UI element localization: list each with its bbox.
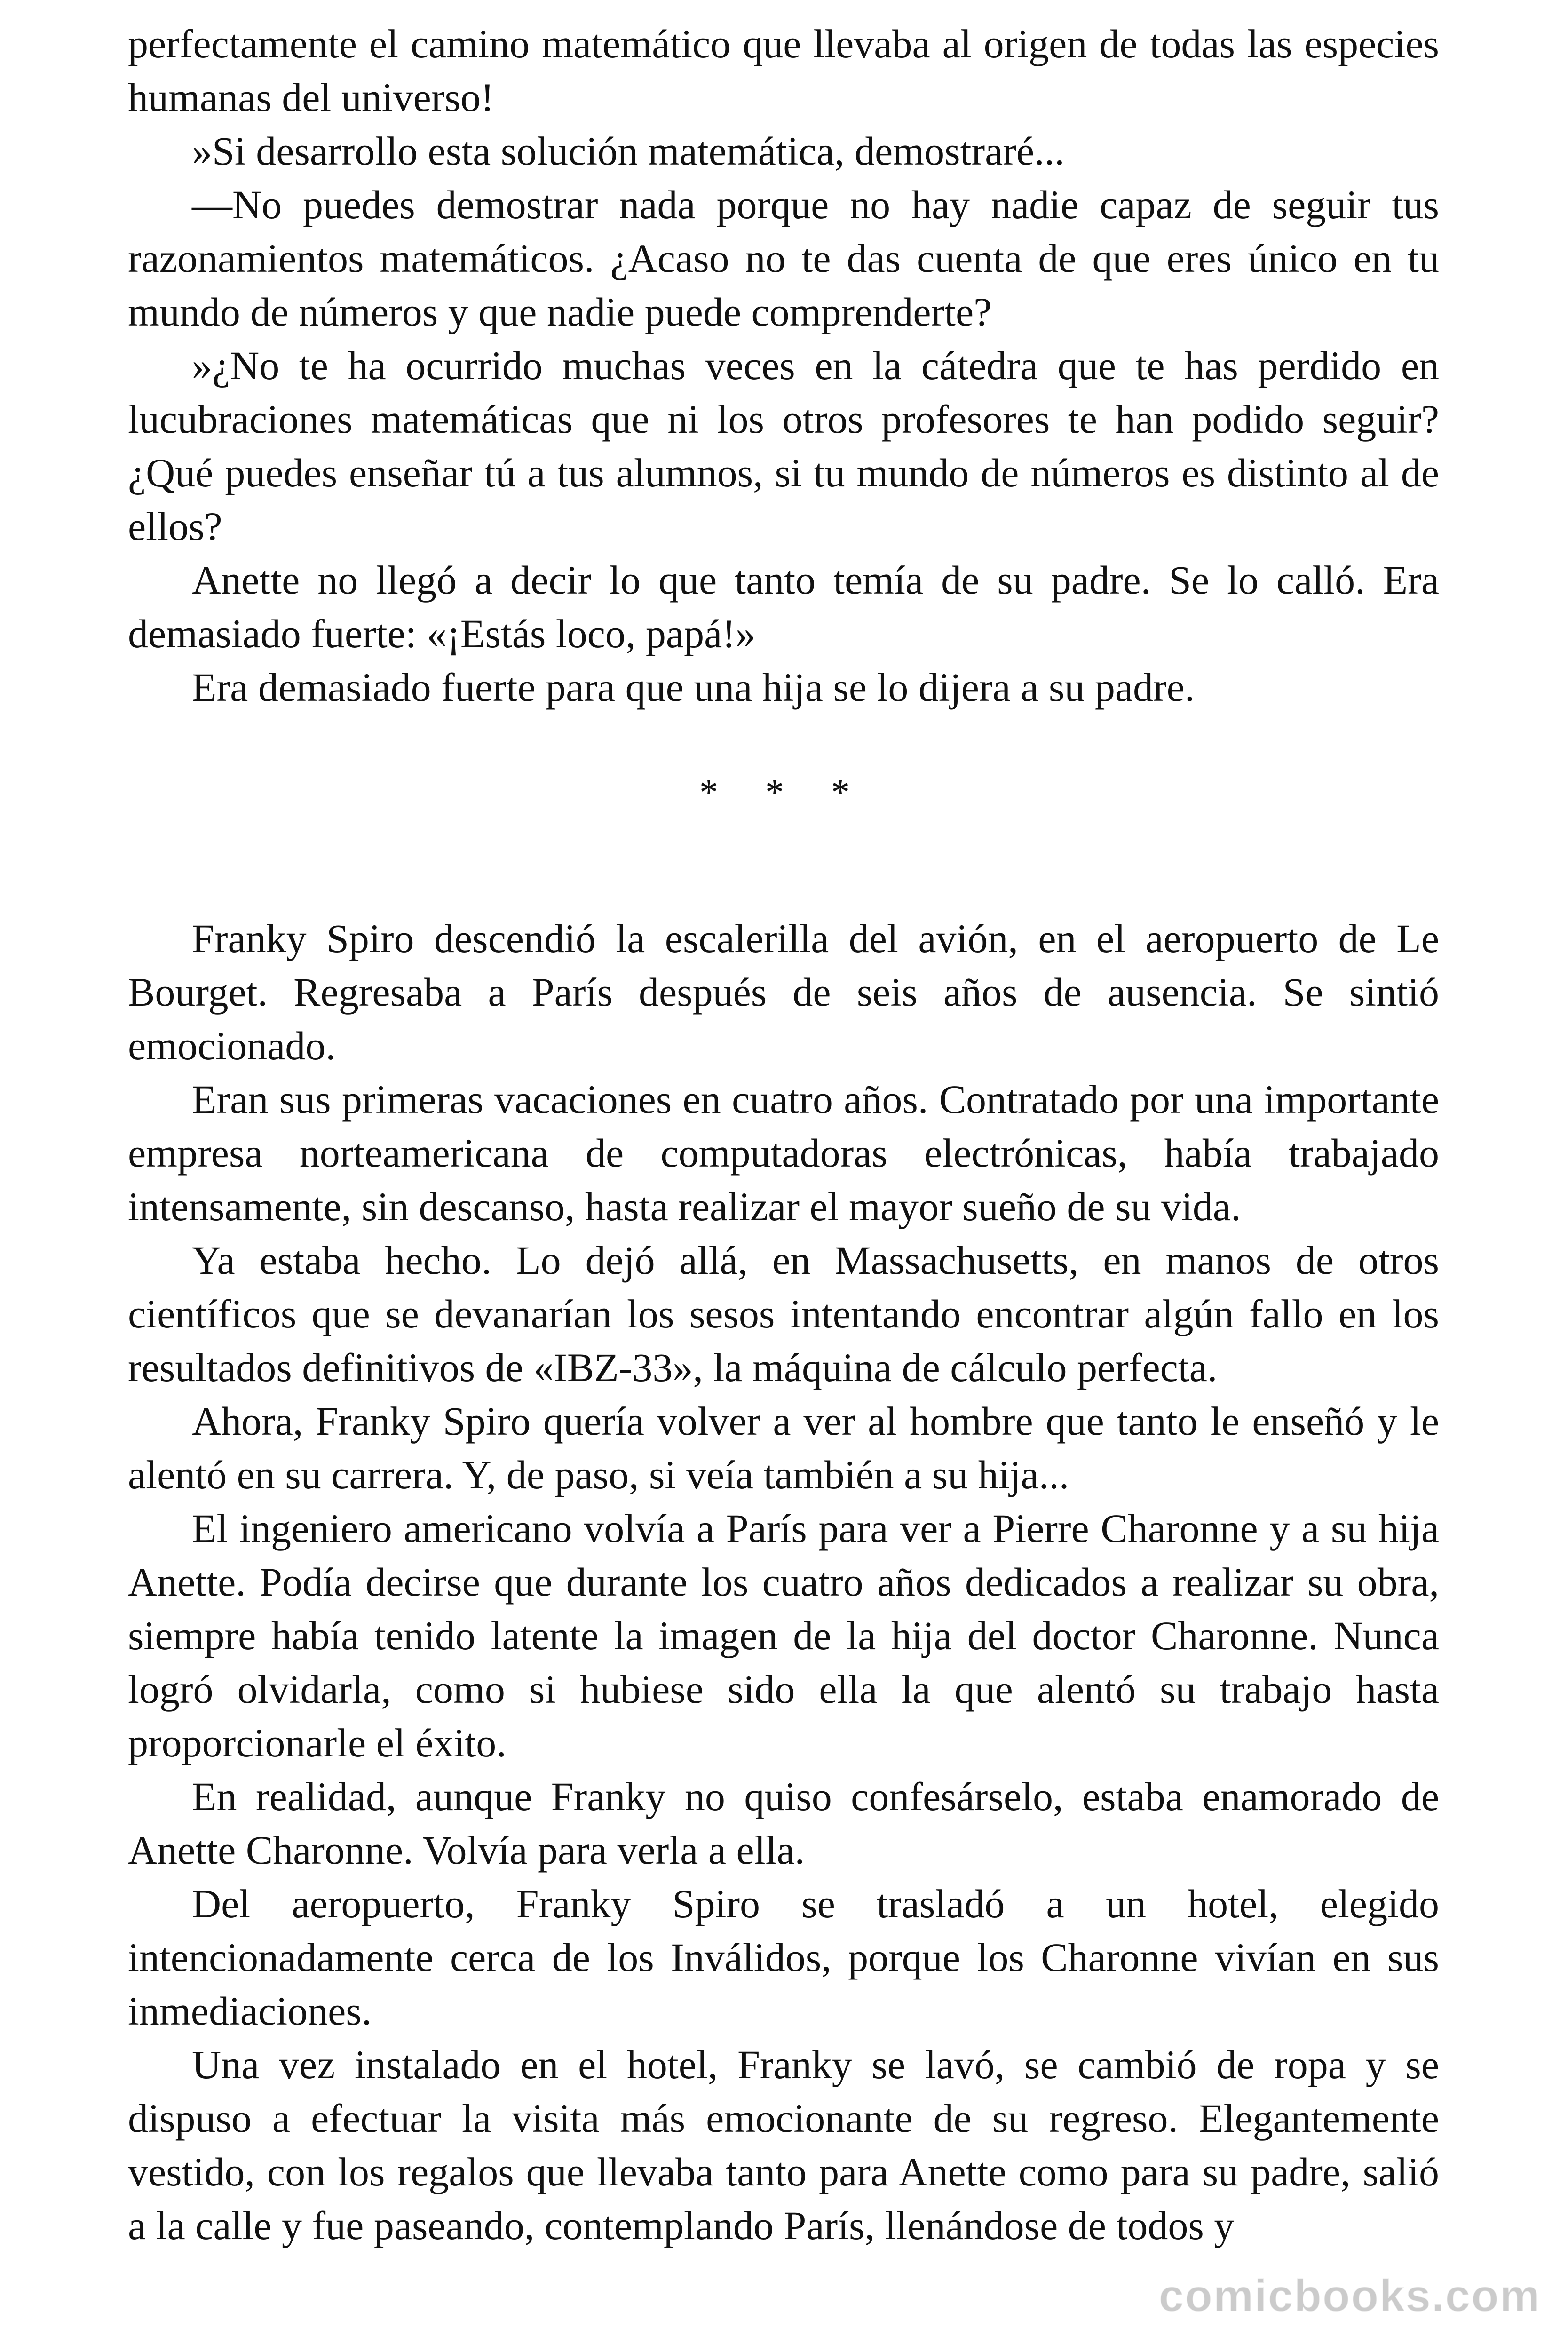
paragraph: Eran sus primeras vacaciones en cuatro años. Contratado por una importante empresa norteamericana de computadoras electrónicas, había trabajado intensamente, sin descanso, hasta realizar el mayor sueño de su vida. (128, 1077, 1439, 1229)
paragraph: perfectamente el camino matemático que llevaba al origen de todas las especies humanas del universo! (128, 21, 1439, 120)
paragraph: En realidad, aunque Franky no quiso confesárselo, estaba enamorado de Anette Charonne. Volvía para verla a ella. (128, 1774, 1439, 1873)
watermark-logo: comicbooks.com (1158, 2271, 1541, 2321)
paragraph: Ya estaba hecho. Lo dejó allá, en Massachusetts, en manos de otros científicos que se devanarían los sesos intentando encontrar algún fallo en los resultados definitivos de «IBZ-33», la máquina de cálculo perfecta. (128, 1238, 1439, 1390)
top-text-block (128, 17, 1439, 714)
paragraph: »Si desarrollo esta solución matemática, demostraré... (192, 128, 1065, 174)
paragraph: Anette no llegó a decir lo que tanto temía de su padre. Se lo calló. Era demasiado fuerte: «¡Estás loco, papá!» (128, 557, 1439, 656)
section-separator: * * * (699, 772, 869, 813)
paragraph: Franky Spiro descendió la escalerilla del avión, en el aeropuerto de Le Bourget. Regresaba a París después de seis años de ausencia. Se sintió emocionado. (128, 916, 1439, 1068)
paragraph: El ingeniero americano volvía a París para ver a Pierre Charonne y a su hija Anette. Podía decirse que durante los cuatro años dedicados a realizar su obra, siempre había tenido latente la imagen de la hija del doctor Charonne. Nunca logró olvidarla, como si hubiese sido ella la que alentó su trabajo hasta proporcionarle el éxito. (128, 1506, 1439, 1765)
bottom-text-block (128, 912, 1439, 2252)
paragraph: Ahora, Franky Spiro quería volver a ver al hombre que tanto le enseñó y le alentó en su carrera. Y, de paso, si veía también a su hija... (128, 1398, 1439, 1497)
paragraph: Una vez instalado en el hotel, Franky se lavó, se cambió de ropa y se dispuso a efectuar la visita más emocionante de su regreso. Elegantemente vestido, con los regalos que llevaba tanto para Anette como para su padre, salió a la calle y fue paseando, contemplando París, llenándose de todos y (128, 2042, 1439, 2248)
paragraph: »¿No te ha ocurrido muchas veces en la cátedra que te has perdido en lucubraciones matemáticas que ni los otros profesores te han podido seguir? ¿Qué puedes enseñar tú a tus alumnos, si tu mundo de números es distinto al de ellos? (128, 343, 1439, 549)
paragraph: —No puedes demostrar nada porque no hay nadie capaz de seguir tus razonamientos matemáticos. ¿Acaso no te das cuenta de que eres único en tu mundo de números y que nadie puede comprenderte? (128, 182, 1439, 334)
paragraph: Era demasiado fuerte para que una hija se lo dijera a su padre. (192, 665, 1195, 710)
paragraph: Del aeropuerto, Franky Spiro se trasladó a un hotel, elegido intencionadamente cerca de los Inválidos, porque los Charonne vivían en sus inmediaciones. (128, 1881, 1439, 2034)
